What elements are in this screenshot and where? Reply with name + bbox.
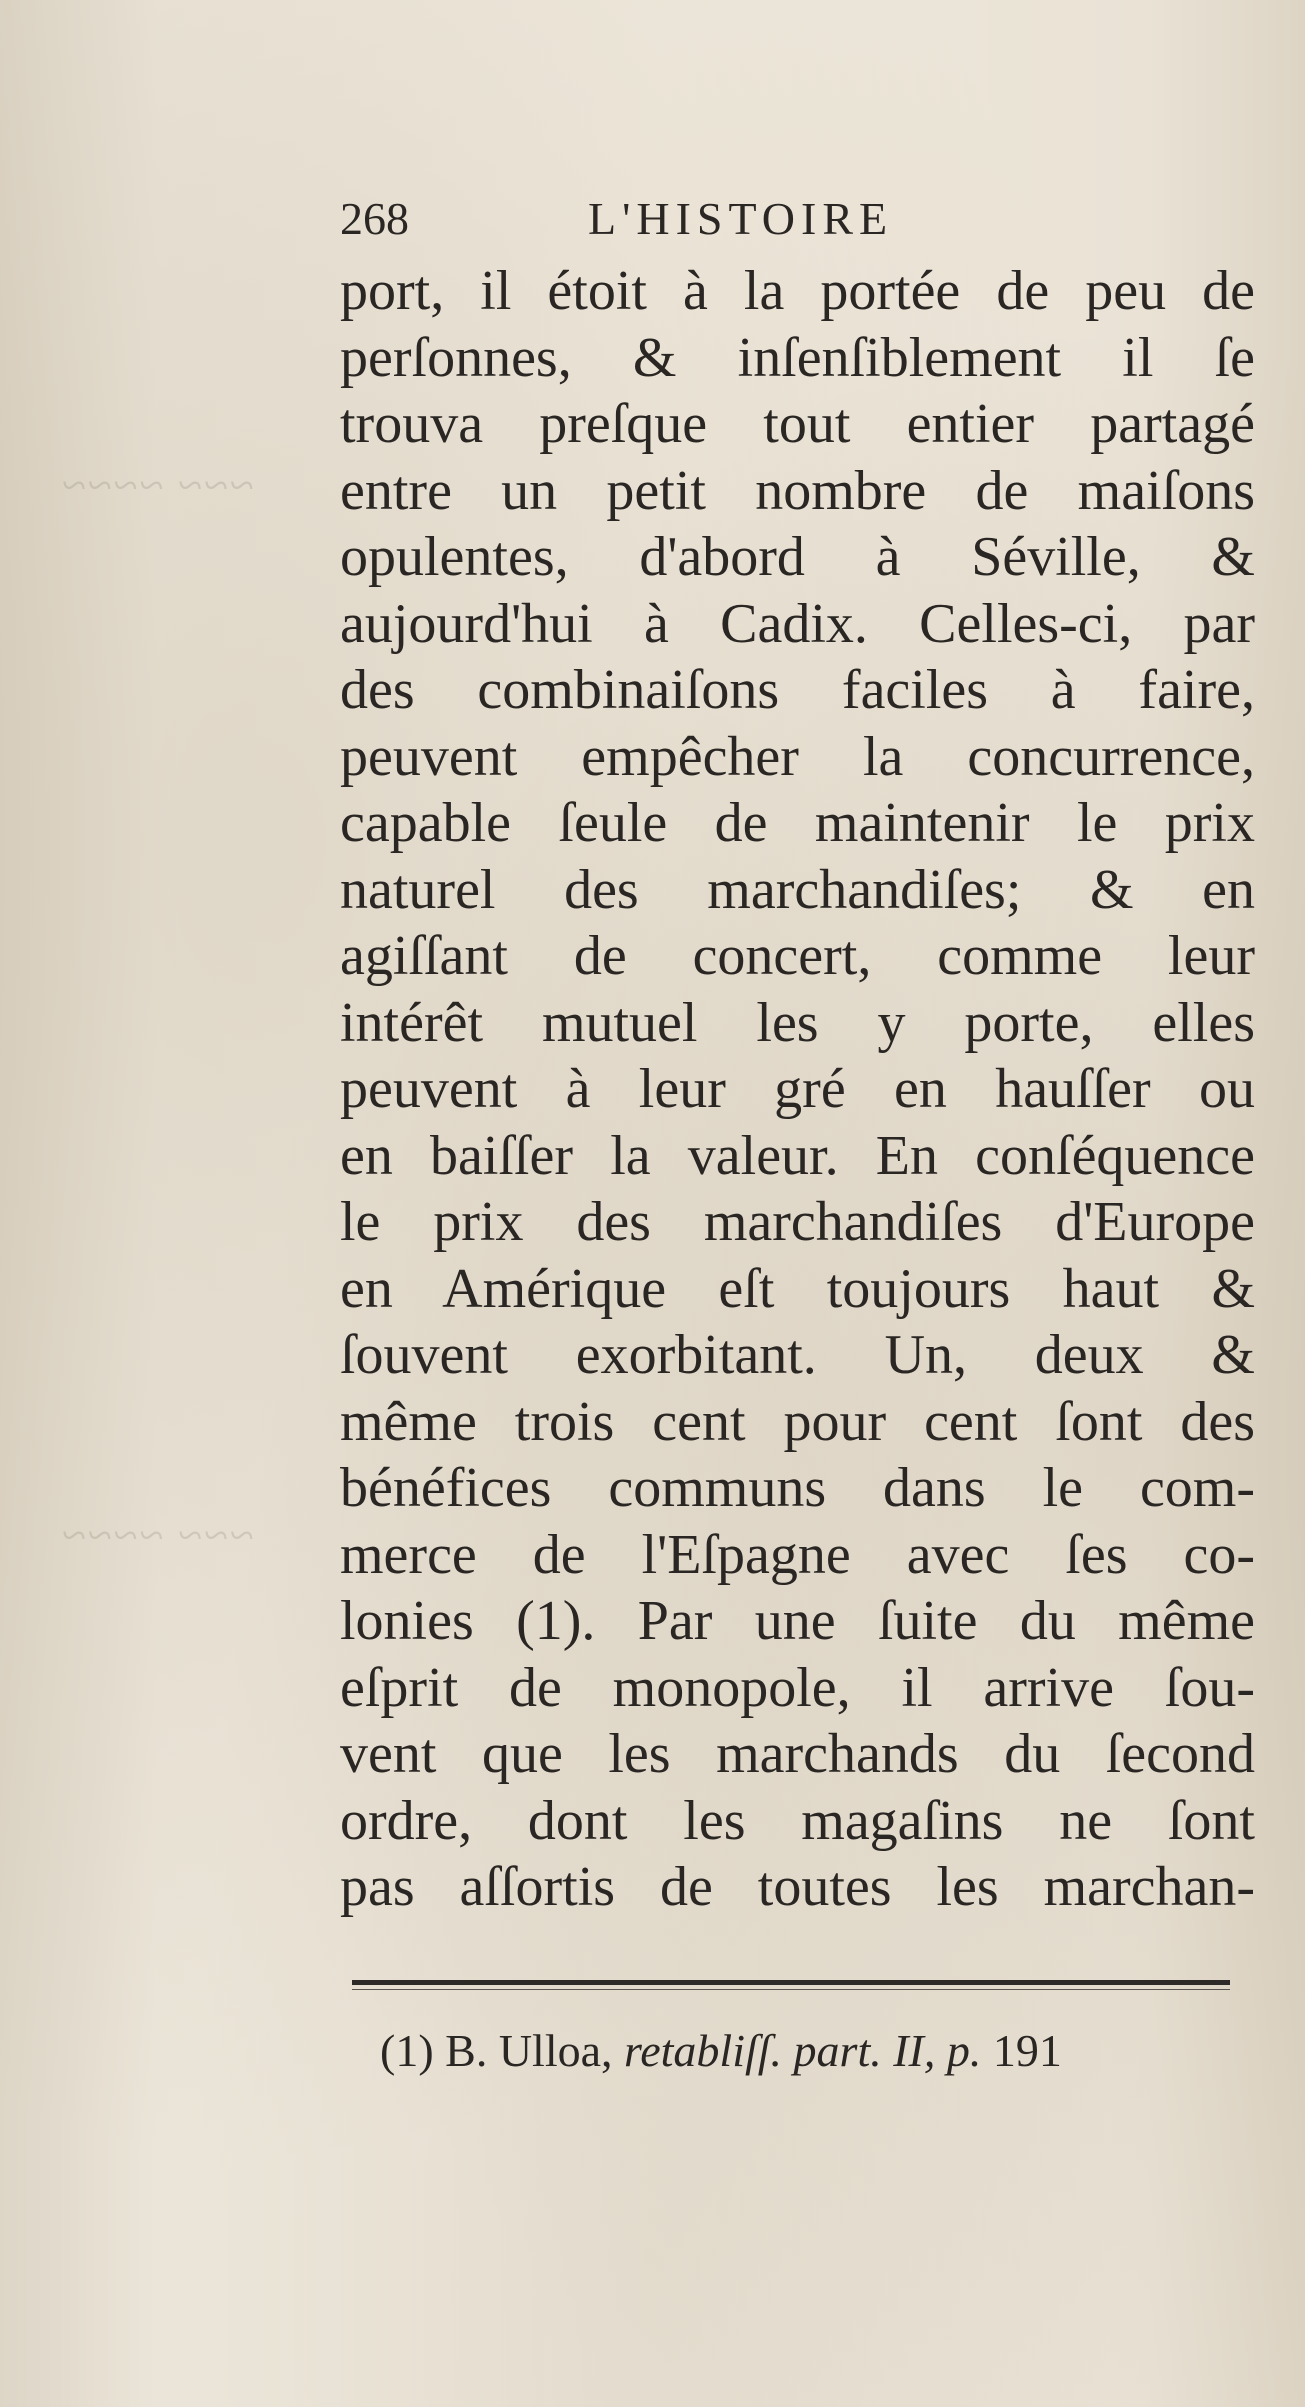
text-line: eſprit de monopole, il arrive ſou- bbox=[340, 1656, 1255, 1719]
footnote-marker: (1) bbox=[380, 2025, 434, 2076]
footnote-author: B. Ulloa, bbox=[445, 2025, 613, 2076]
text-line: port, il étoit à la portée de peu de bbox=[340, 260, 1255, 322]
page-number: 268 bbox=[340, 193, 409, 244]
footnote-rule bbox=[352, 1980, 1230, 1985]
text-line: ſouvent exorbitant. Un, deux & bbox=[340, 1324, 1255, 1386]
text-line: ordre, dont les magaſins ne ſont bbox=[340, 1789, 1255, 1852]
text-line: intérêt mutuel les y porte, elles bbox=[340, 991, 1255, 1054]
text-line: pas aſſortis de toutes les marchan- bbox=[340, 1856, 1255, 1918]
text-line: en Amérique eſt toujours haut & bbox=[340, 1257, 1255, 1320]
text-line: capable ſeule de maintenir le prix bbox=[340, 792, 1255, 854]
show-through-text: ~~~ ~~~~ bbox=[60, 461, 254, 510]
body-text bbox=[340, 258, 1255, 1921]
text-line: des combinaiſons faciles à faire, bbox=[340, 659, 1255, 721]
footnote-work: retabliſſ. part. II, p. bbox=[624, 2025, 982, 2076]
footnote-rule-thin bbox=[352, 1989, 1230, 1990]
text-line: trouva preſque tout entier partagé bbox=[340, 393, 1255, 455]
text-line: opulentes, d'abord à Séville, & bbox=[340, 526, 1255, 588]
footnote bbox=[380, 2024, 1260, 2077]
text-line: lonies (1). Par une ſuite du même bbox=[340, 1590, 1255, 1652]
text-line: peuvent à leur gré en hauſſer ou bbox=[340, 1058, 1255, 1120]
text-line: bénéfices communs dans le com- bbox=[340, 1457, 1255, 1519]
text-line: merce de l'Eſpagne avec ſes co- bbox=[340, 1523, 1255, 1586]
text-line: en baiſſer la valeur. En conſéquence bbox=[340, 1124, 1255, 1187]
text-line: peuvent empêcher la concurrence, bbox=[340, 725, 1255, 788]
text-line: vent que les marchands du ſecond bbox=[340, 1723, 1255, 1785]
text-line: perſonnes, & inſenſiblement il ſe bbox=[340, 326, 1255, 389]
text-line: même trois cent pour cent ſont des bbox=[340, 1390, 1255, 1453]
running-title: L'HISTOIRE bbox=[588, 193, 894, 244]
text-line: le prix des marchandiſes d'Europe bbox=[340, 1191, 1255, 1253]
text-line: aujourd'hui à Cadix. Celles-ci, par bbox=[340, 592, 1255, 655]
text-line: entre un petit nombre de maiſons bbox=[340, 459, 1255, 522]
show-through-text: ~~~ ~~~~ bbox=[60, 1511, 254, 1560]
page-header bbox=[340, 192, 1240, 252]
text-line: agiſſant de concert, comme leur bbox=[340, 925, 1255, 987]
footnote-page: 191 bbox=[992, 2025, 1062, 2076]
text-line: naturel des marchandiſes; & en bbox=[340, 858, 1255, 921]
